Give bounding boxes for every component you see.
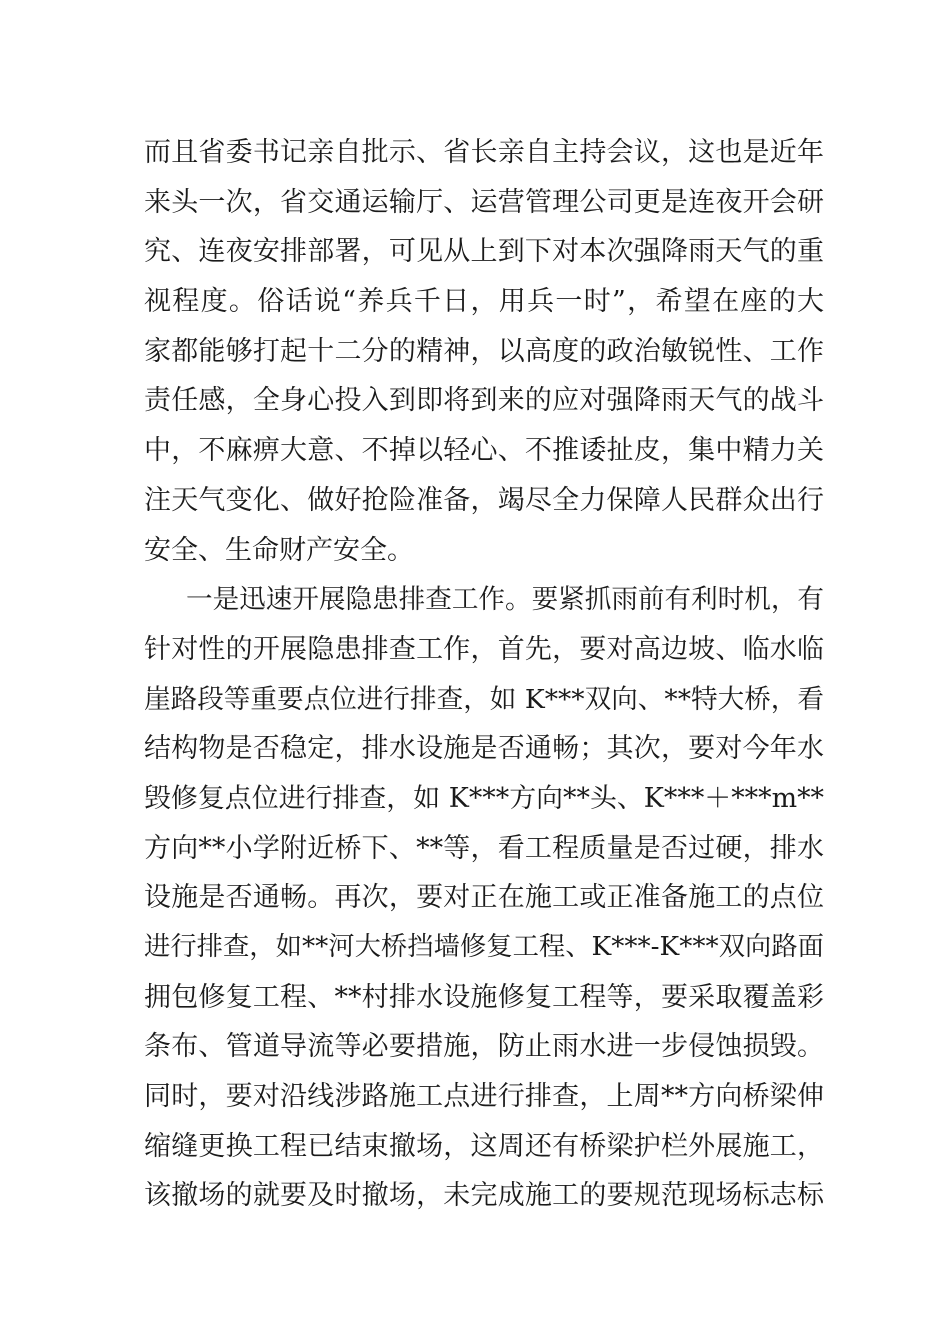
text-line: 家都能够打起十二分的精神，以高度的政治敏锐性、工作 — [144, 335, 824, 367]
text-line: 注天气变化、做好抢险准备，竭尽全力保障人民群众出行 — [144, 484, 824, 516]
body-text — [144, 128, 824, 1221]
text-line: 同时，要对沿线涉路施工点进行排查，上周**方向桥梁伸 — [144, 1081, 824, 1113]
text-line: 责任感，全身心投入到即将到来的应对强降雨天气的战斗 — [144, 385, 824, 417]
text-line: 针对性的开展隐患排查工作，首先，要对高边坡、临水临 — [144, 633, 824, 665]
text-line: 视程度。俗话说“养兵千日，用兵一时”，希望在座的大 — [144, 286, 824, 318]
text-line: 究、连夜安排部署，可见从上到下对本次强降雨天气的重 — [144, 236, 824, 268]
paragraph-heading-line: 一是迅速开展隐患排查工作。要紧抓雨前有利时机，有 — [186, 584, 824, 616]
text-line: 结构物是否稳定，排水设施是否通畅；其次，要对今年水 — [144, 733, 824, 765]
text-line: 毁修复点位进行排查，如 K***方向**头、K***＋***m** — [144, 782, 824, 814]
text-line: 进行排查，如**河大桥挡墙修复工程、K***-K***双向路面 — [144, 932, 824, 962]
text-line: 拥包修复工程、**村排水设施修复工程等，要采取覆盖彩 — [144, 981, 824, 1013]
text-line: 安全、生命财产安全。 — [144, 534, 414, 566]
text-line: 该撤场的就要及时撤场，未完成施工的要规范现场标志标 — [144, 1180, 824, 1212]
text-line: 设施是否通畅。再次，要对正在施工或正准备施工的点位 — [144, 882, 824, 914]
text-line: 而且省委书记亲自批示、省长亲自主持会议，这也是近年 — [144, 137, 824, 168]
text-line: 条布、管道导流等必要措施，防止雨水进一步侵蚀损毁。 — [144, 1031, 824, 1063]
text-line: 来头一次，省交通运输厅、运营管理公司更是连夜开会研 — [144, 186, 824, 218]
text-line: 方向**小学附近桥下、**等，看工程质量是否过硬，排水 — [144, 832, 824, 864]
text-line: 中，不麻痹大意、不掉以轻心、不推诿扯皮，集中精力关 — [144, 435, 824, 467]
text-line: 崖路段等重要点位进行排查，如 K***双向、**特大桥，看 — [144, 683, 824, 715]
text-line: 缩缝更换工程已结束撤场，这周还有桥梁护栏外展施工， — [144, 1130, 824, 1162]
